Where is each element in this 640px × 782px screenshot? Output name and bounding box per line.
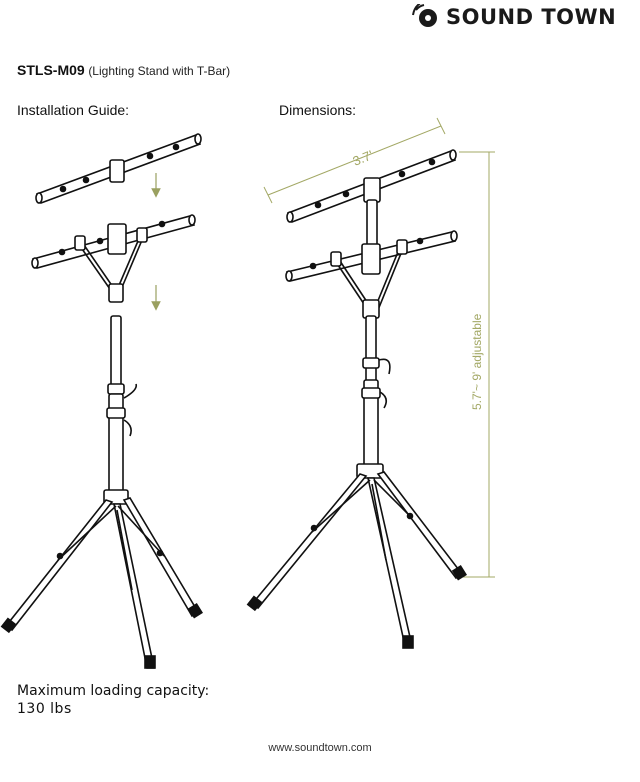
product-model: STLS-M09 (17, 62, 85, 78)
dimension-height-label: 5.7'~ 9' adjustable (470, 313, 484, 410)
capacity-value: 130 lbs (17, 701, 72, 717)
installation-guide-heading: Installation Guide: (17, 102, 130, 118)
loading-capacity (17, 682, 209, 718)
website-link[interactable]: www.soundtown.com (268, 742, 372, 754)
installation-tbar-with-arms (32, 215, 195, 302)
brand-name: SOUND TOWN (446, 5, 617, 29)
dimension-width-label: 3.7' (350, 147, 376, 169)
installation-tbar-top (36, 134, 201, 203)
product-description: (Lighting Stand with T-Bar) (88, 64, 231, 78)
dimensions-heading: Dimensions: (279, 102, 357, 118)
capacity-label: Maximum loading capacity: (17, 683, 210, 699)
dimensions-stand (248, 150, 466, 648)
installation-stand-base (2, 316, 202, 668)
